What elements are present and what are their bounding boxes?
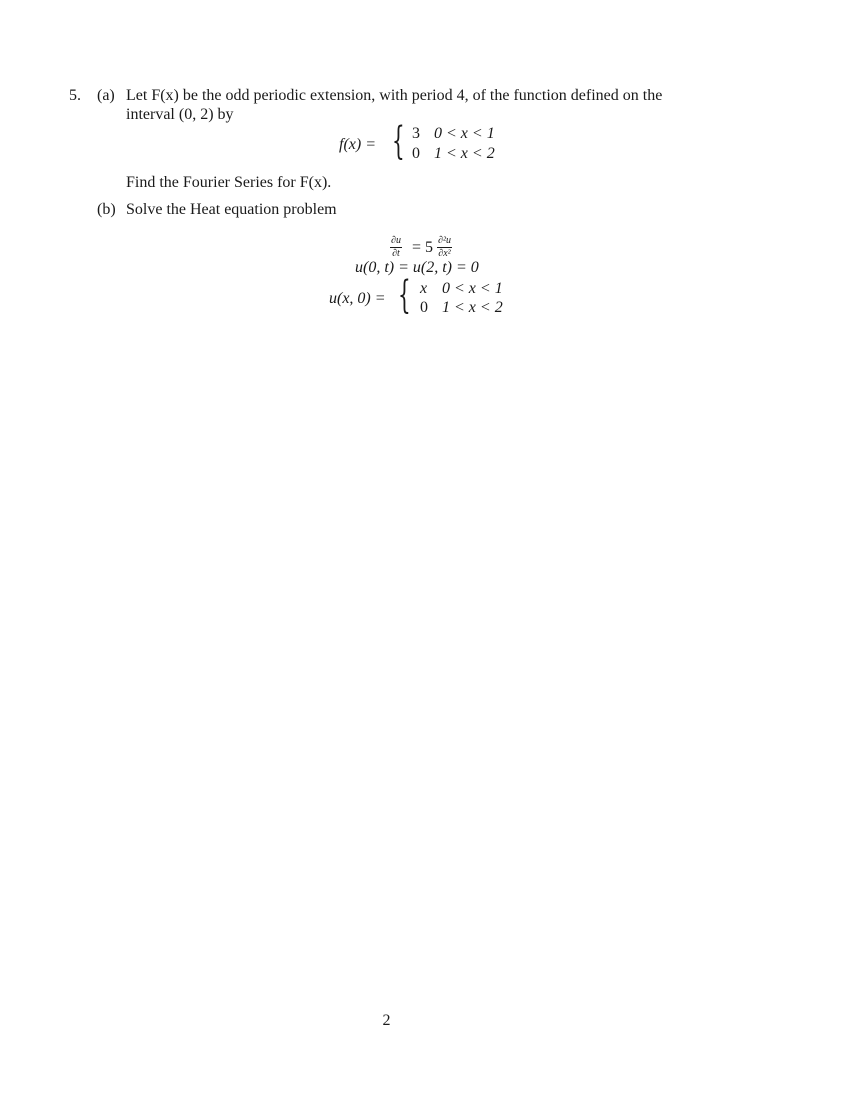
pde-lhs-numerator: ∂u	[391, 235, 401, 246]
problem-number: 5.	[69, 87, 81, 104]
pde-equals: = 5	[412, 239, 434, 256]
initial-case-2-value: 0	[420, 299, 428, 316]
boundary-condition: u(0, t) = u(2, t) = 0	[355, 259, 479, 276]
pde-rhs-denominator: ∂x²	[438, 248, 451, 259]
part-b-label: (b)	[97, 201, 116, 218]
page-number: 2	[382, 1012, 391, 1029]
part-a-label: (a)	[97, 87, 115, 104]
part-a-instruction: Find the Fourier Series for F(x).	[126, 174, 332, 191]
part-a-line-2: interval (0, 2) by	[126, 106, 234, 123]
pde-lhs-denominator: ∂t	[392, 248, 400, 259]
initial-case-1-condition: 0 < x < 1	[442, 280, 503, 297]
pde-rhs-numerator: ∂²u	[438, 235, 451, 246]
part-b-intro: Solve the Heat equation problem	[126, 201, 337, 218]
initial-case-1-value: x	[420, 280, 428, 297]
pde-rhs-fraction	[437, 236, 452, 259]
fx-case-1-condition: 0 < x < 1	[434, 125, 495, 142]
fx-case-2-condition: 1 < x < 2	[434, 145, 495, 162]
fx-case-1-value: 3	[412, 125, 420, 142]
fx-lhs: f(x) =	[339, 136, 376, 153]
initial-condition-lhs: u(x, 0) =	[329, 290, 386, 307]
initial-case-2-condition: 1 < x < 2	[442, 299, 503, 316]
part-a-line-1: Let F(x) be the odd periodic extension, with period 4, of the function defined on the	[126, 87, 663, 104]
pde-lhs-fraction	[390, 236, 402, 259]
left-brace: {	[392, 117, 405, 163]
fx-case-2-value: 0	[412, 145, 420, 162]
left-brace: {	[398, 271, 411, 317]
